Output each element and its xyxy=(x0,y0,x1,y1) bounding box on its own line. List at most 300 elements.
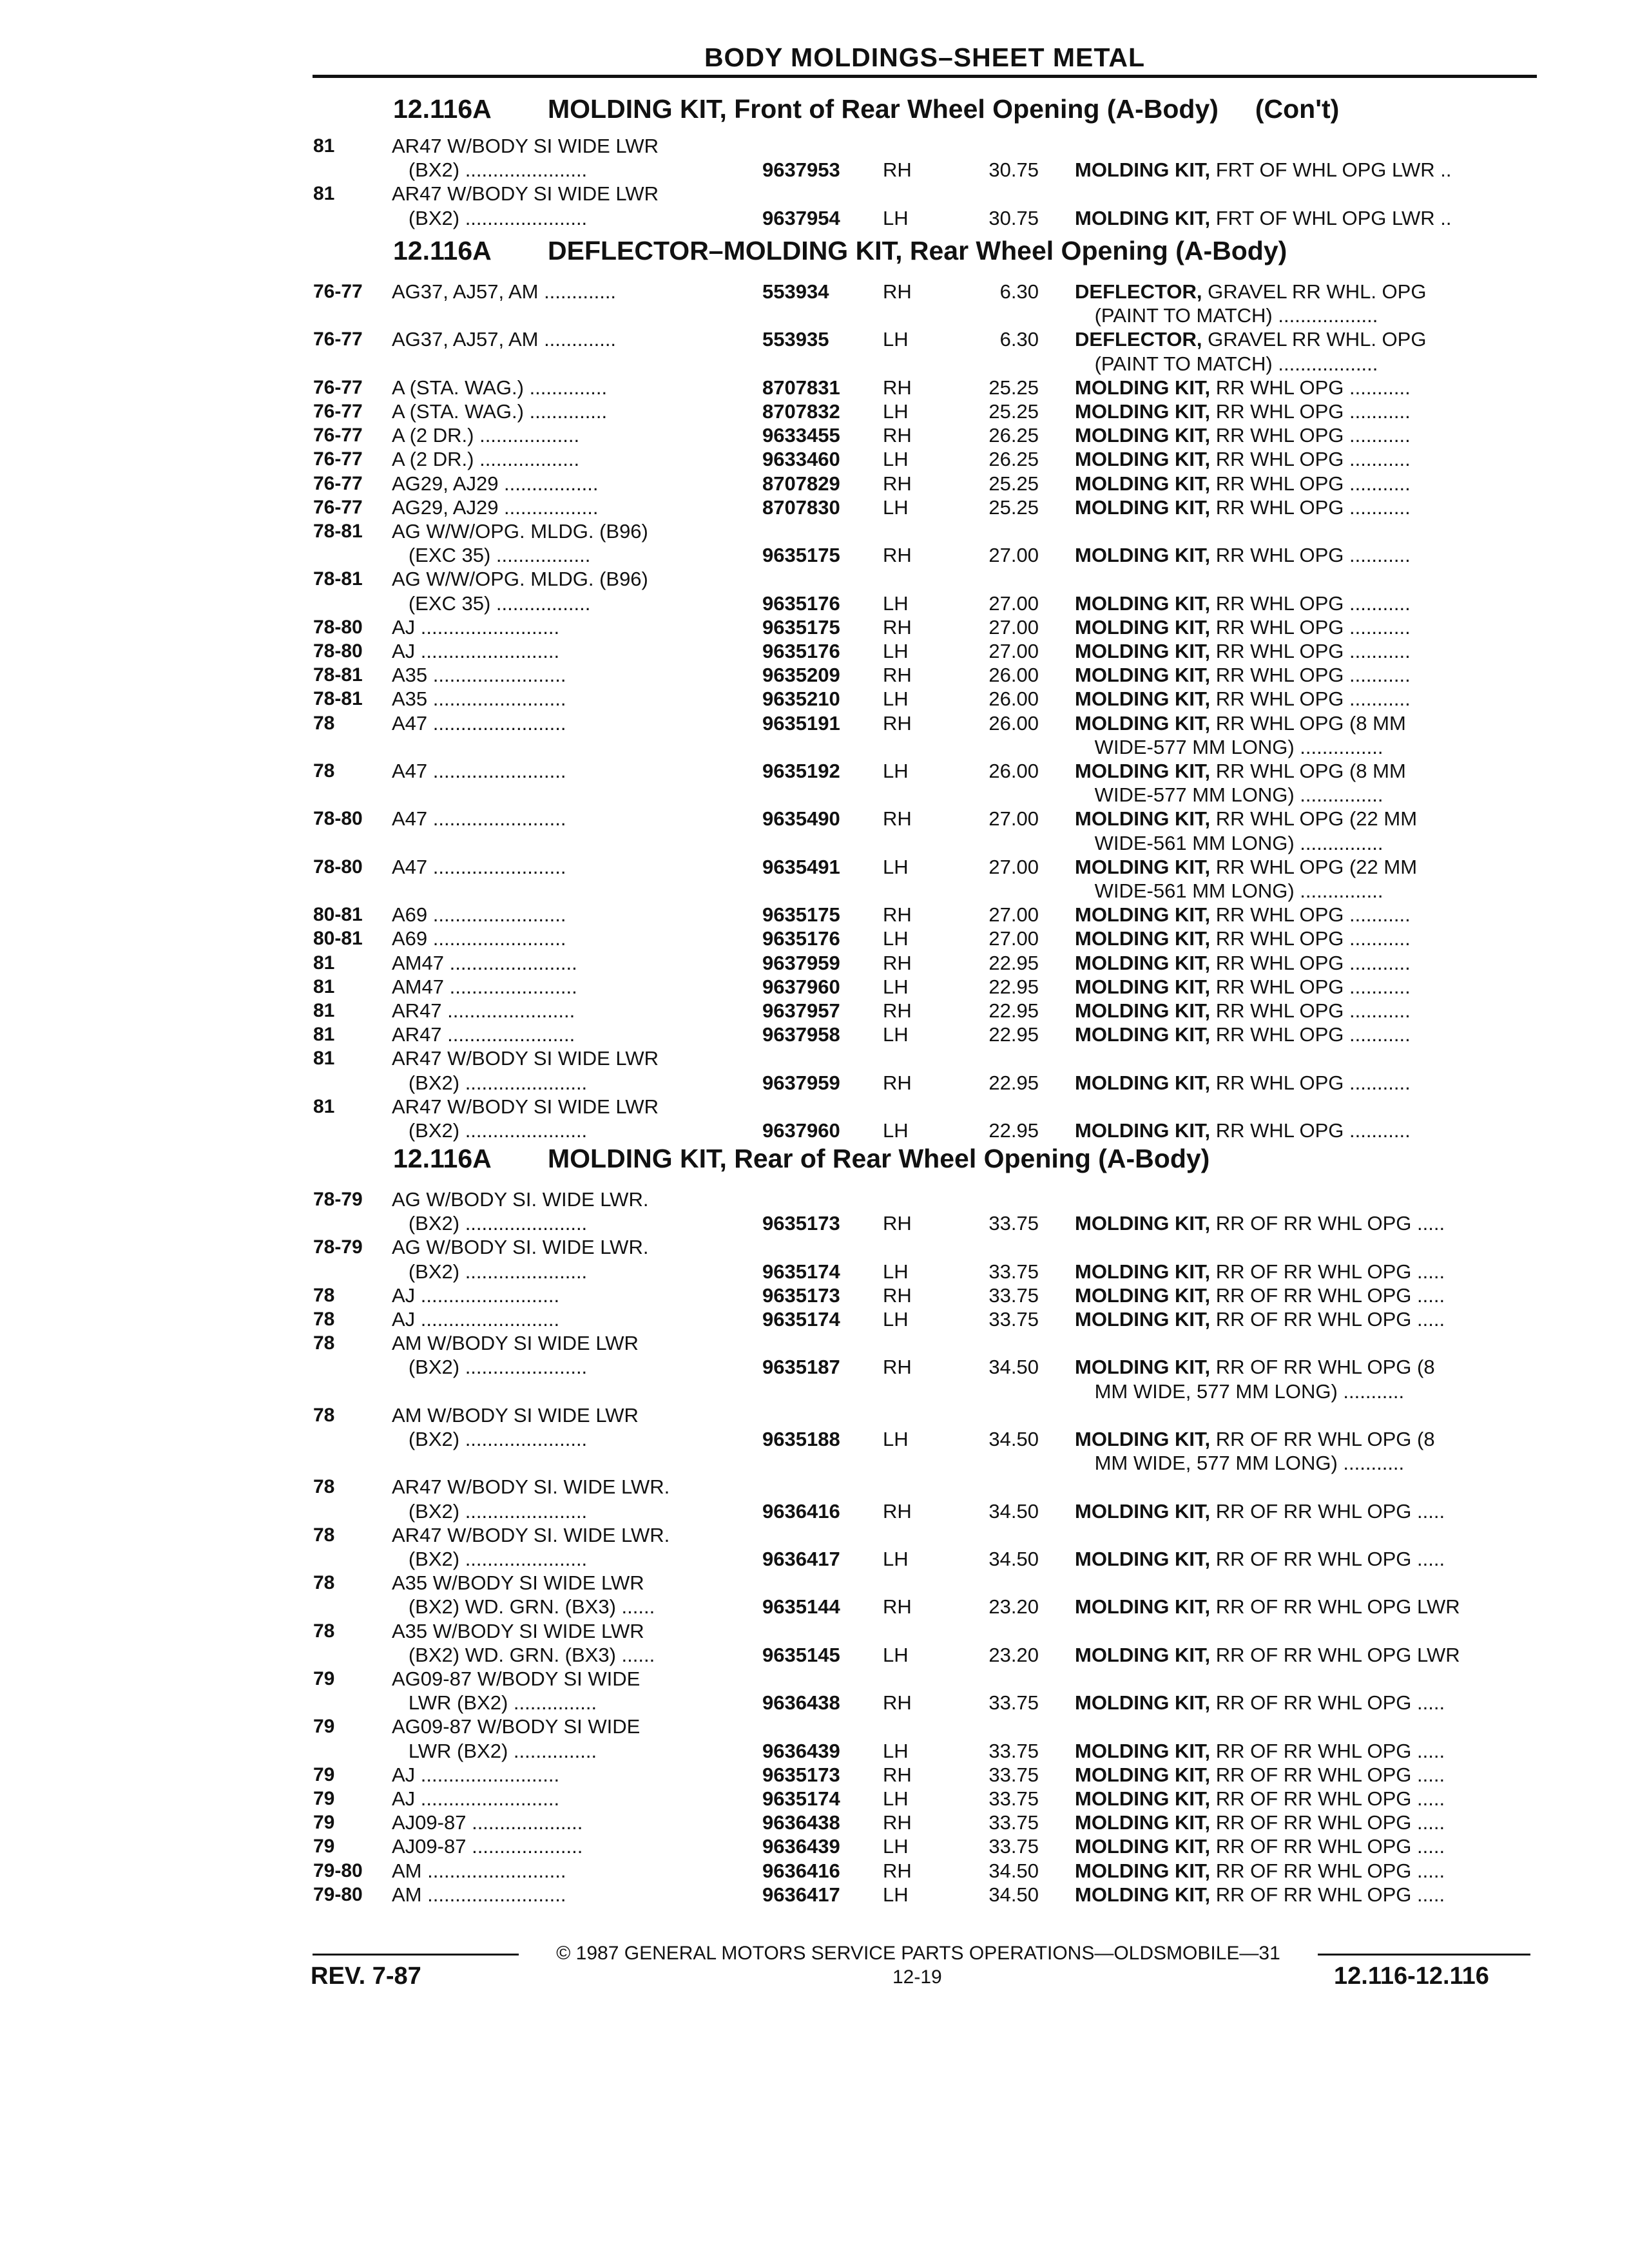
side-cell: LH xyxy=(883,400,909,423)
model-cell: AG29, AJ29 ................. xyxy=(392,472,599,495)
description-text: RR WHL OPG (22 MM xyxy=(1210,807,1418,831)
table-row xyxy=(0,280,1629,304)
part-number-cell: 9636438 xyxy=(762,1691,840,1715)
description-keyword: MOLDING KIT, xyxy=(1075,591,1211,615)
description-cell xyxy=(1075,495,1536,520)
part-number-cell: 9635175 xyxy=(762,903,840,927)
side-cell: RH xyxy=(883,472,912,495)
part-number-cell: 9635491 xyxy=(762,855,840,878)
description-cell xyxy=(1075,1834,1536,1859)
table-row xyxy=(0,735,1629,760)
year-cell: 81 xyxy=(313,1000,335,1021)
description-keyword: MOLDING KIT, xyxy=(1075,1643,1211,1666)
description-cell xyxy=(1075,447,1536,472)
side-cell: RH xyxy=(883,951,912,974)
side-cell: RH xyxy=(883,999,912,1022)
part-number-cell: 9636439 xyxy=(762,1835,840,1858)
model-cell: LWR (BX2) ............... xyxy=(392,1691,597,1715)
description-cell xyxy=(1075,1691,1536,1715)
year-cell: 80-81 xyxy=(313,928,363,950)
price-cell: 34.50 xyxy=(988,1499,1039,1523)
table-row xyxy=(0,1859,1629,1883)
description-cell xyxy=(1089,879,1536,903)
table-row xyxy=(0,1883,1629,1907)
description-keyword: MOLDING KIT, xyxy=(1075,687,1211,711)
year-cell: 79-80 xyxy=(313,1883,363,1905)
year-cell: 78-80 xyxy=(313,808,363,830)
description-keyword: MOLDING KIT, xyxy=(1075,1811,1211,1834)
side-cell: RH xyxy=(883,376,912,399)
description-keyword: MOLDING KIT, xyxy=(1075,999,1211,1022)
price-cell: 33.75 xyxy=(988,1283,1039,1307)
description-cell xyxy=(1075,280,1536,304)
year-cell: 78-80 xyxy=(313,616,363,638)
model-cell: AM ......................... xyxy=(392,1883,566,1906)
description-cell xyxy=(1075,687,1536,711)
description-cell xyxy=(1075,1283,1536,1308)
description-cell xyxy=(1089,735,1536,760)
price-cell: 25.25 xyxy=(988,472,1039,495)
side-cell: RH xyxy=(883,1071,912,1094)
description-text: RR WHL OPG ........... xyxy=(1210,424,1411,447)
part-number-cell: 9635191 xyxy=(762,711,840,735)
description-cell xyxy=(1075,1211,1536,1236)
description-text: RR WHL OPG ........... xyxy=(1210,951,1411,974)
description-cell xyxy=(1075,1023,1536,1047)
description-text: RR OF RR WHL OPG LWR xyxy=(1210,1643,1460,1666)
description-cell xyxy=(1075,1499,1536,1524)
table-row xyxy=(0,1260,1629,1284)
description-cell xyxy=(1075,591,1536,616)
price-cell: 34.50 xyxy=(988,1548,1039,1570)
table-row xyxy=(0,495,1629,520)
section-heading: MOLDING KIT, Rear of Rear Wheel Opening (A-Body) xyxy=(548,1144,1210,1173)
model-cell: (BX2) ...................... xyxy=(392,1548,588,1570)
year-cell: 81 xyxy=(313,1024,335,1046)
description-cell xyxy=(1075,1307,1536,1332)
description-cell xyxy=(1075,711,1536,736)
section-title xyxy=(393,94,1339,124)
year-cell: 76-77 xyxy=(313,425,363,447)
section-title xyxy=(393,1144,1210,1174)
footer-rule-left xyxy=(313,1954,519,1956)
footer-rule-right xyxy=(1318,1954,1530,1956)
description-cell xyxy=(1075,1427,1536,1452)
side-cell: RH xyxy=(883,1283,912,1307)
part-number-cell: 9635192 xyxy=(762,760,840,782)
description-keyword: DEFLECTOR, xyxy=(1075,328,1202,351)
description-keyword: MOLDING KIT, xyxy=(1075,1763,1211,1786)
side-cell: RH xyxy=(883,711,912,735)
table-row xyxy=(0,1523,1629,1548)
description-text: RR OF RR WHL OPG LWR xyxy=(1210,1595,1460,1619)
header-rule xyxy=(313,75,1537,78)
price-cell: 27.00 xyxy=(988,855,1039,878)
model-cell: (BX2) ...................... xyxy=(392,159,588,182)
side-cell: LH xyxy=(883,328,909,351)
model-cell: (BX2) ...................... xyxy=(392,1499,588,1523)
section-code: 12.116A xyxy=(393,94,492,124)
side-cell: LH xyxy=(883,640,909,662)
description-keyword: MOLDING KIT, xyxy=(1075,1428,1211,1450)
description-cell xyxy=(1075,951,1536,975)
year-cell: 79 xyxy=(313,1788,335,1809)
description-keyword: MOLDING KIT, xyxy=(1075,975,1211,998)
description-cell xyxy=(1075,158,1536,182)
part-number-cell: 8707831 xyxy=(762,376,840,399)
table-row xyxy=(0,206,1629,231)
description-keyword: MOLDING KIT, xyxy=(1075,927,1211,950)
description-text: RR OF RR WHL OPG ..... xyxy=(1210,1787,1445,1810)
price-cell: 22.95 xyxy=(988,1071,1039,1094)
model-cell: AR47 ....................... xyxy=(392,1023,575,1046)
part-number-cell: 9635173 xyxy=(762,1763,840,1786)
description-cell xyxy=(1075,1119,1536,1143)
description-cell xyxy=(1075,615,1536,640)
year-cell: 78 xyxy=(313,1524,335,1546)
price-cell: 25.25 xyxy=(988,400,1039,423)
side-cell: LH xyxy=(883,687,909,711)
year-cell: 76-77 xyxy=(313,496,363,518)
model-cell: AJ ......................... xyxy=(392,640,560,662)
model-cell: A (STA. WAG.) .............. xyxy=(392,376,608,399)
description-cell xyxy=(1075,663,1536,687)
price-cell: 33.75 xyxy=(988,1691,1039,1715)
part-number-cell: 8707830 xyxy=(762,495,840,519)
table-row xyxy=(0,711,1629,736)
description-text: (PAINT TO MATCH) .................. xyxy=(1089,304,1378,327)
description-text: RR OF RR WHL OPG ..... xyxy=(1210,1548,1445,1570)
price-cell: 22.95 xyxy=(988,951,1039,974)
description-keyword: MOLDING KIT, xyxy=(1075,495,1211,519)
part-number-cell: 9637960 xyxy=(762,1119,840,1142)
model-cell: AR47 W/BODY SI WIDE LWR xyxy=(392,1047,659,1070)
description-keyword: DEFLECTOR, xyxy=(1075,280,1202,303)
model-cell: (BX2) WD. GRN. (BX3) ...... xyxy=(392,1643,655,1666)
table-row xyxy=(0,1475,1629,1499)
description-text: FRT OF WHL OPG LWR .. xyxy=(1210,159,1452,182)
table-row xyxy=(0,783,1629,807)
model-cell: AG W/BODY SI. WIDE LWR. xyxy=(392,1188,649,1211)
price-cell: 27.00 xyxy=(988,615,1039,639)
side-cell: LH xyxy=(883,206,909,229)
year-cell: 78 xyxy=(313,1572,335,1594)
description-keyword: MOLDING KIT, xyxy=(1075,1859,1211,1882)
part-number-cell: 8707829 xyxy=(762,472,840,495)
model-cell: (EXC 35) ................. xyxy=(392,544,591,567)
model-cell: AG W/BODY SI. WIDE LWR. xyxy=(392,1236,649,1259)
table-row xyxy=(0,472,1629,496)
description-text: RR WHL OPG ........... xyxy=(1210,544,1411,567)
model-cell: AR47 W/BODY SI WIDE LWR xyxy=(392,182,659,206)
model-cell: AJ ......................... xyxy=(392,1763,560,1786)
price-cell: 34.50 xyxy=(988,1859,1039,1882)
side-cell: RH xyxy=(883,1811,912,1834)
description-text: WIDE-577 MM LONG) ............... xyxy=(1089,783,1383,807)
table-row xyxy=(0,639,1629,664)
description-cell xyxy=(1075,903,1536,927)
model-cell: AM W/BODY SI WIDE LWR xyxy=(392,1403,639,1427)
part-number-cell: 9636416 xyxy=(762,1859,840,1882)
part-number-cell: 9637960 xyxy=(762,975,840,998)
description-cell xyxy=(1075,1643,1536,1667)
table-row xyxy=(0,1667,1629,1691)
footer-group-range: 12.116-12.116 xyxy=(1334,1963,1489,1990)
year-cell: 78-80 xyxy=(313,640,363,662)
description-text: RR WHL OPG ........... xyxy=(1210,999,1411,1022)
description-keyword: MOLDING KIT, xyxy=(1075,1691,1211,1715)
description-text: RR OF RR WHL OPG (8 xyxy=(1210,1356,1435,1379)
table-row xyxy=(0,831,1629,856)
part-number-cell: 9635144 xyxy=(762,1595,840,1619)
model-cell: AR47 ....................... xyxy=(392,999,575,1022)
model-cell: AG37, AJ57, AM ............. xyxy=(392,280,617,303)
section-title xyxy=(393,236,1287,266)
price-cell: 22.95 xyxy=(988,999,1039,1022)
description-cell xyxy=(1075,1763,1536,1787)
part-number-cell: 9637959 xyxy=(762,951,840,974)
model-cell: AG W/W/OPG. MLDG. (B96) xyxy=(392,520,648,543)
year-cell: 76-77 xyxy=(313,401,363,422)
description-text: GRAVEL RR WHL. OPG xyxy=(1202,328,1427,351)
table-row xyxy=(0,543,1629,568)
description-keyword: MOLDING KIT, xyxy=(1075,1739,1211,1762)
table-row xyxy=(0,1187,1629,1212)
model-cell: (BX2) ...................... xyxy=(392,206,588,229)
description-cell xyxy=(1075,999,1536,1023)
table-row xyxy=(0,855,1629,879)
year-cell: 80-81 xyxy=(313,904,363,926)
part-number-cell: 9637953 xyxy=(762,159,840,182)
description-cell xyxy=(1089,1379,1536,1404)
year-cell: 81 xyxy=(313,183,335,205)
model-cell: (BX2) ...................... xyxy=(392,1260,588,1283)
part-number-cell: 9635173 xyxy=(762,1283,840,1307)
table-row xyxy=(0,927,1629,951)
model-cell: AM W/BODY SI WIDE LWR xyxy=(392,1332,639,1355)
description-text: RR WHL OPG (8 MM xyxy=(1210,760,1406,782)
price-cell: 26.00 xyxy=(988,760,1039,782)
model-cell: A69 ........................ xyxy=(392,927,566,950)
side-cell: LH xyxy=(883,1308,909,1331)
part-number-cell: 9637958 xyxy=(762,1023,840,1046)
description-keyword: MOLDING KIT, xyxy=(1075,903,1211,927)
table-row xyxy=(0,1331,1629,1356)
description-keyword: MOLDING KIT, xyxy=(1075,1260,1211,1283)
price-cell: 30.75 xyxy=(988,159,1039,182)
description-text: MM WIDE, 577 MM LONG) ........... xyxy=(1089,1379,1405,1403)
table-row xyxy=(0,1595,1629,1619)
model-cell: A69 ........................ xyxy=(392,903,566,927)
table-row xyxy=(0,1715,1629,1739)
table-row xyxy=(0,1307,1629,1332)
table-row xyxy=(0,1355,1629,1379)
description-text: RR OF RR WHL OPG ..... xyxy=(1210,1212,1445,1235)
description-keyword: MOLDING KIT, xyxy=(1075,1548,1211,1570)
description-cell xyxy=(1075,1071,1536,1095)
price-cell: 27.00 xyxy=(988,807,1039,831)
description-cell xyxy=(1089,303,1536,328)
description-text: RR OF RR WHL OPG ..... xyxy=(1210,1739,1445,1762)
part-number-cell: 9635490 xyxy=(762,807,840,831)
table-row xyxy=(0,1547,1629,1571)
price-cell: 26.25 xyxy=(988,448,1039,471)
side-cell: RH xyxy=(883,1212,912,1235)
year-cell: 78 xyxy=(313,1476,335,1498)
model-cell: A35 ........................ xyxy=(392,664,566,687)
table-row xyxy=(0,663,1629,687)
price-cell: 34.50 xyxy=(988,1356,1039,1379)
price-cell: 30.75 xyxy=(988,206,1039,229)
year-cell: 76-77 xyxy=(313,281,363,302)
description-text: RR WHL OPG ........... xyxy=(1210,1023,1411,1046)
model-cell: (BX2) ...................... xyxy=(392,1119,588,1142)
table-row xyxy=(0,687,1629,711)
model-cell: A35 W/BODY SI WIDE LWR xyxy=(392,1619,644,1642)
year-cell: 81 xyxy=(313,135,335,157)
table-row xyxy=(0,158,1629,182)
description-keyword: MOLDING KIT, xyxy=(1075,615,1211,639)
description-keyword: MOLDING KIT, xyxy=(1075,1119,1211,1142)
footer-page-number: 12-19 xyxy=(892,1966,942,1988)
price-cell: 25.25 xyxy=(988,376,1039,399)
price-cell: 27.00 xyxy=(988,591,1039,615)
year-cell: 79 xyxy=(313,1836,335,1858)
price-cell: 6.30 xyxy=(999,328,1039,351)
description-cell xyxy=(1089,352,1536,376)
part-number-cell: 553935 xyxy=(762,328,829,351)
table-row xyxy=(0,182,1629,206)
side-cell: LH xyxy=(883,448,909,471)
page-header-title: BODY MOLDINGS–SHEET METAL xyxy=(704,43,1146,72)
description-cell xyxy=(1075,807,1536,831)
side-cell: RH xyxy=(883,1499,912,1523)
table-row xyxy=(0,1403,1629,1428)
description-keyword: MOLDING KIT, xyxy=(1075,400,1211,423)
description-keyword: MOLDING KIT, xyxy=(1075,448,1211,471)
description-cell xyxy=(1075,1595,1536,1619)
description-text: RR OF RR WHL OPG ..... xyxy=(1210,1691,1445,1715)
description-cell xyxy=(1075,1260,1536,1284)
model-cell: AM47 ....................... xyxy=(392,951,577,974)
table-row xyxy=(0,1571,1629,1595)
price-cell: 33.75 xyxy=(988,1260,1039,1283)
table-row xyxy=(0,615,1629,640)
side-cell: RH xyxy=(883,1356,912,1379)
part-number-cell: 9636417 xyxy=(762,1548,840,1570)
description-text: RR OF RR WHL OPG ..... xyxy=(1210,1883,1445,1906)
year-cell: 81 xyxy=(313,975,335,997)
part-number-cell: 9635176 xyxy=(762,591,840,615)
table-row xyxy=(0,1071,1629,1095)
section-code: 12.116A xyxy=(393,1144,492,1173)
model-cell: AG29, AJ29 ................. xyxy=(392,495,599,519)
year-cell: 79 xyxy=(313,1763,335,1785)
part-number-cell: 9635176 xyxy=(762,640,840,662)
price-cell: 27.00 xyxy=(988,927,1039,950)
description-text: (PAINT TO MATCH) .................. xyxy=(1089,352,1378,375)
model-cell: A35 W/BODY SI WIDE LWR xyxy=(392,1571,644,1595)
year-cell: 78 xyxy=(313,1620,335,1642)
description-text: RR WHL OPG ........... xyxy=(1210,640,1411,662)
table-row xyxy=(0,134,1629,159)
part-number-cell: 9635174 xyxy=(762,1787,840,1810)
price-cell: 23.20 xyxy=(988,1643,1039,1666)
model-cell: A (STA. WAG.) .............. xyxy=(392,400,608,423)
side-cell: LH xyxy=(883,1883,909,1906)
part-number-cell: 9637957 xyxy=(762,999,840,1022)
side-cell: LH xyxy=(883,1739,909,1762)
description-text: RR OF RR WHL OPG ..... xyxy=(1210,1499,1445,1523)
year-cell: 79 xyxy=(313,1812,335,1834)
model-cell: A35 ........................ xyxy=(392,687,566,711)
description-keyword: MOLDING KIT, xyxy=(1075,1308,1211,1331)
price-cell: 33.75 xyxy=(988,1763,1039,1786)
table-row xyxy=(0,423,1629,448)
description-keyword: MOLDING KIT, xyxy=(1075,1283,1211,1307)
table-row xyxy=(0,303,1629,328)
year-cell: 76-77 xyxy=(313,472,363,494)
year-cell: 78 xyxy=(313,1404,335,1426)
description-text: FRT OF WHL OPG LWR .. xyxy=(1210,206,1452,229)
side-cell: RH xyxy=(883,1595,912,1619)
description-text: RR WHL OPG ........... xyxy=(1210,903,1411,927)
side-cell: LH xyxy=(883,1643,909,1666)
model-cell: AG09-87 W/BODY SI WIDE xyxy=(392,1667,641,1690)
table-row xyxy=(0,1643,1629,1667)
footer-copyright: © 1987 GENERAL MOTORS SERVICE PARTS OPERATIONS—OLDSMOBILE—31 xyxy=(556,1943,1280,1964)
side-cell: RH xyxy=(883,664,912,687)
model-cell: AJ ......................... xyxy=(392,615,560,639)
part-number-cell: 9635176 xyxy=(762,927,840,950)
side-cell: RH xyxy=(883,903,912,927)
table-row xyxy=(0,327,1629,352)
price-cell: 33.75 xyxy=(988,1787,1039,1810)
price-cell: 33.75 xyxy=(988,1739,1039,1762)
table-row xyxy=(0,447,1629,472)
description-keyword: MOLDING KIT, xyxy=(1075,472,1211,495)
table-row xyxy=(0,1787,1629,1811)
table-row xyxy=(0,1379,1629,1404)
description-keyword: MOLDING KIT, xyxy=(1075,760,1211,782)
table-row xyxy=(0,1619,1629,1644)
description-text: RR WHL OPG (8 MM xyxy=(1210,711,1406,735)
section-code: 12.116A xyxy=(393,236,492,265)
side-cell: RH xyxy=(883,615,912,639)
description-keyword: MOLDING KIT, xyxy=(1075,640,1211,662)
description-keyword: MOLDING KIT, xyxy=(1075,711,1211,735)
model-cell: (BX2) ...................... xyxy=(392,1356,588,1379)
description-text: RR OF RR WHL OPG ..... xyxy=(1210,1835,1445,1858)
price-cell: 26.00 xyxy=(988,687,1039,711)
year-cell: 76-77 xyxy=(313,448,363,470)
price-cell: 27.00 xyxy=(988,903,1039,927)
side-cell: LH xyxy=(883,1119,909,1142)
description-keyword: MOLDING KIT, xyxy=(1075,1595,1211,1619)
model-cell: A47 ........................ xyxy=(392,711,566,735)
year-cell: 76-77 xyxy=(313,329,363,351)
description-cell xyxy=(1075,1739,1536,1763)
model-cell: AG W/W/OPG. MLDG. (B96) xyxy=(392,568,648,591)
table-row xyxy=(0,1283,1629,1308)
side-cell: LH xyxy=(883,495,909,519)
year-cell: 78-79 xyxy=(313,1236,363,1258)
description-text: RR WHL OPG ........... xyxy=(1210,1071,1411,1094)
model-cell: AJ09-87 .................... xyxy=(392,1835,583,1858)
model-cell: AG09-87 W/BODY SI WIDE xyxy=(392,1715,641,1738)
part-number-cell: 9636417 xyxy=(762,1883,840,1906)
part-number-cell: 9636416 xyxy=(762,1499,840,1523)
